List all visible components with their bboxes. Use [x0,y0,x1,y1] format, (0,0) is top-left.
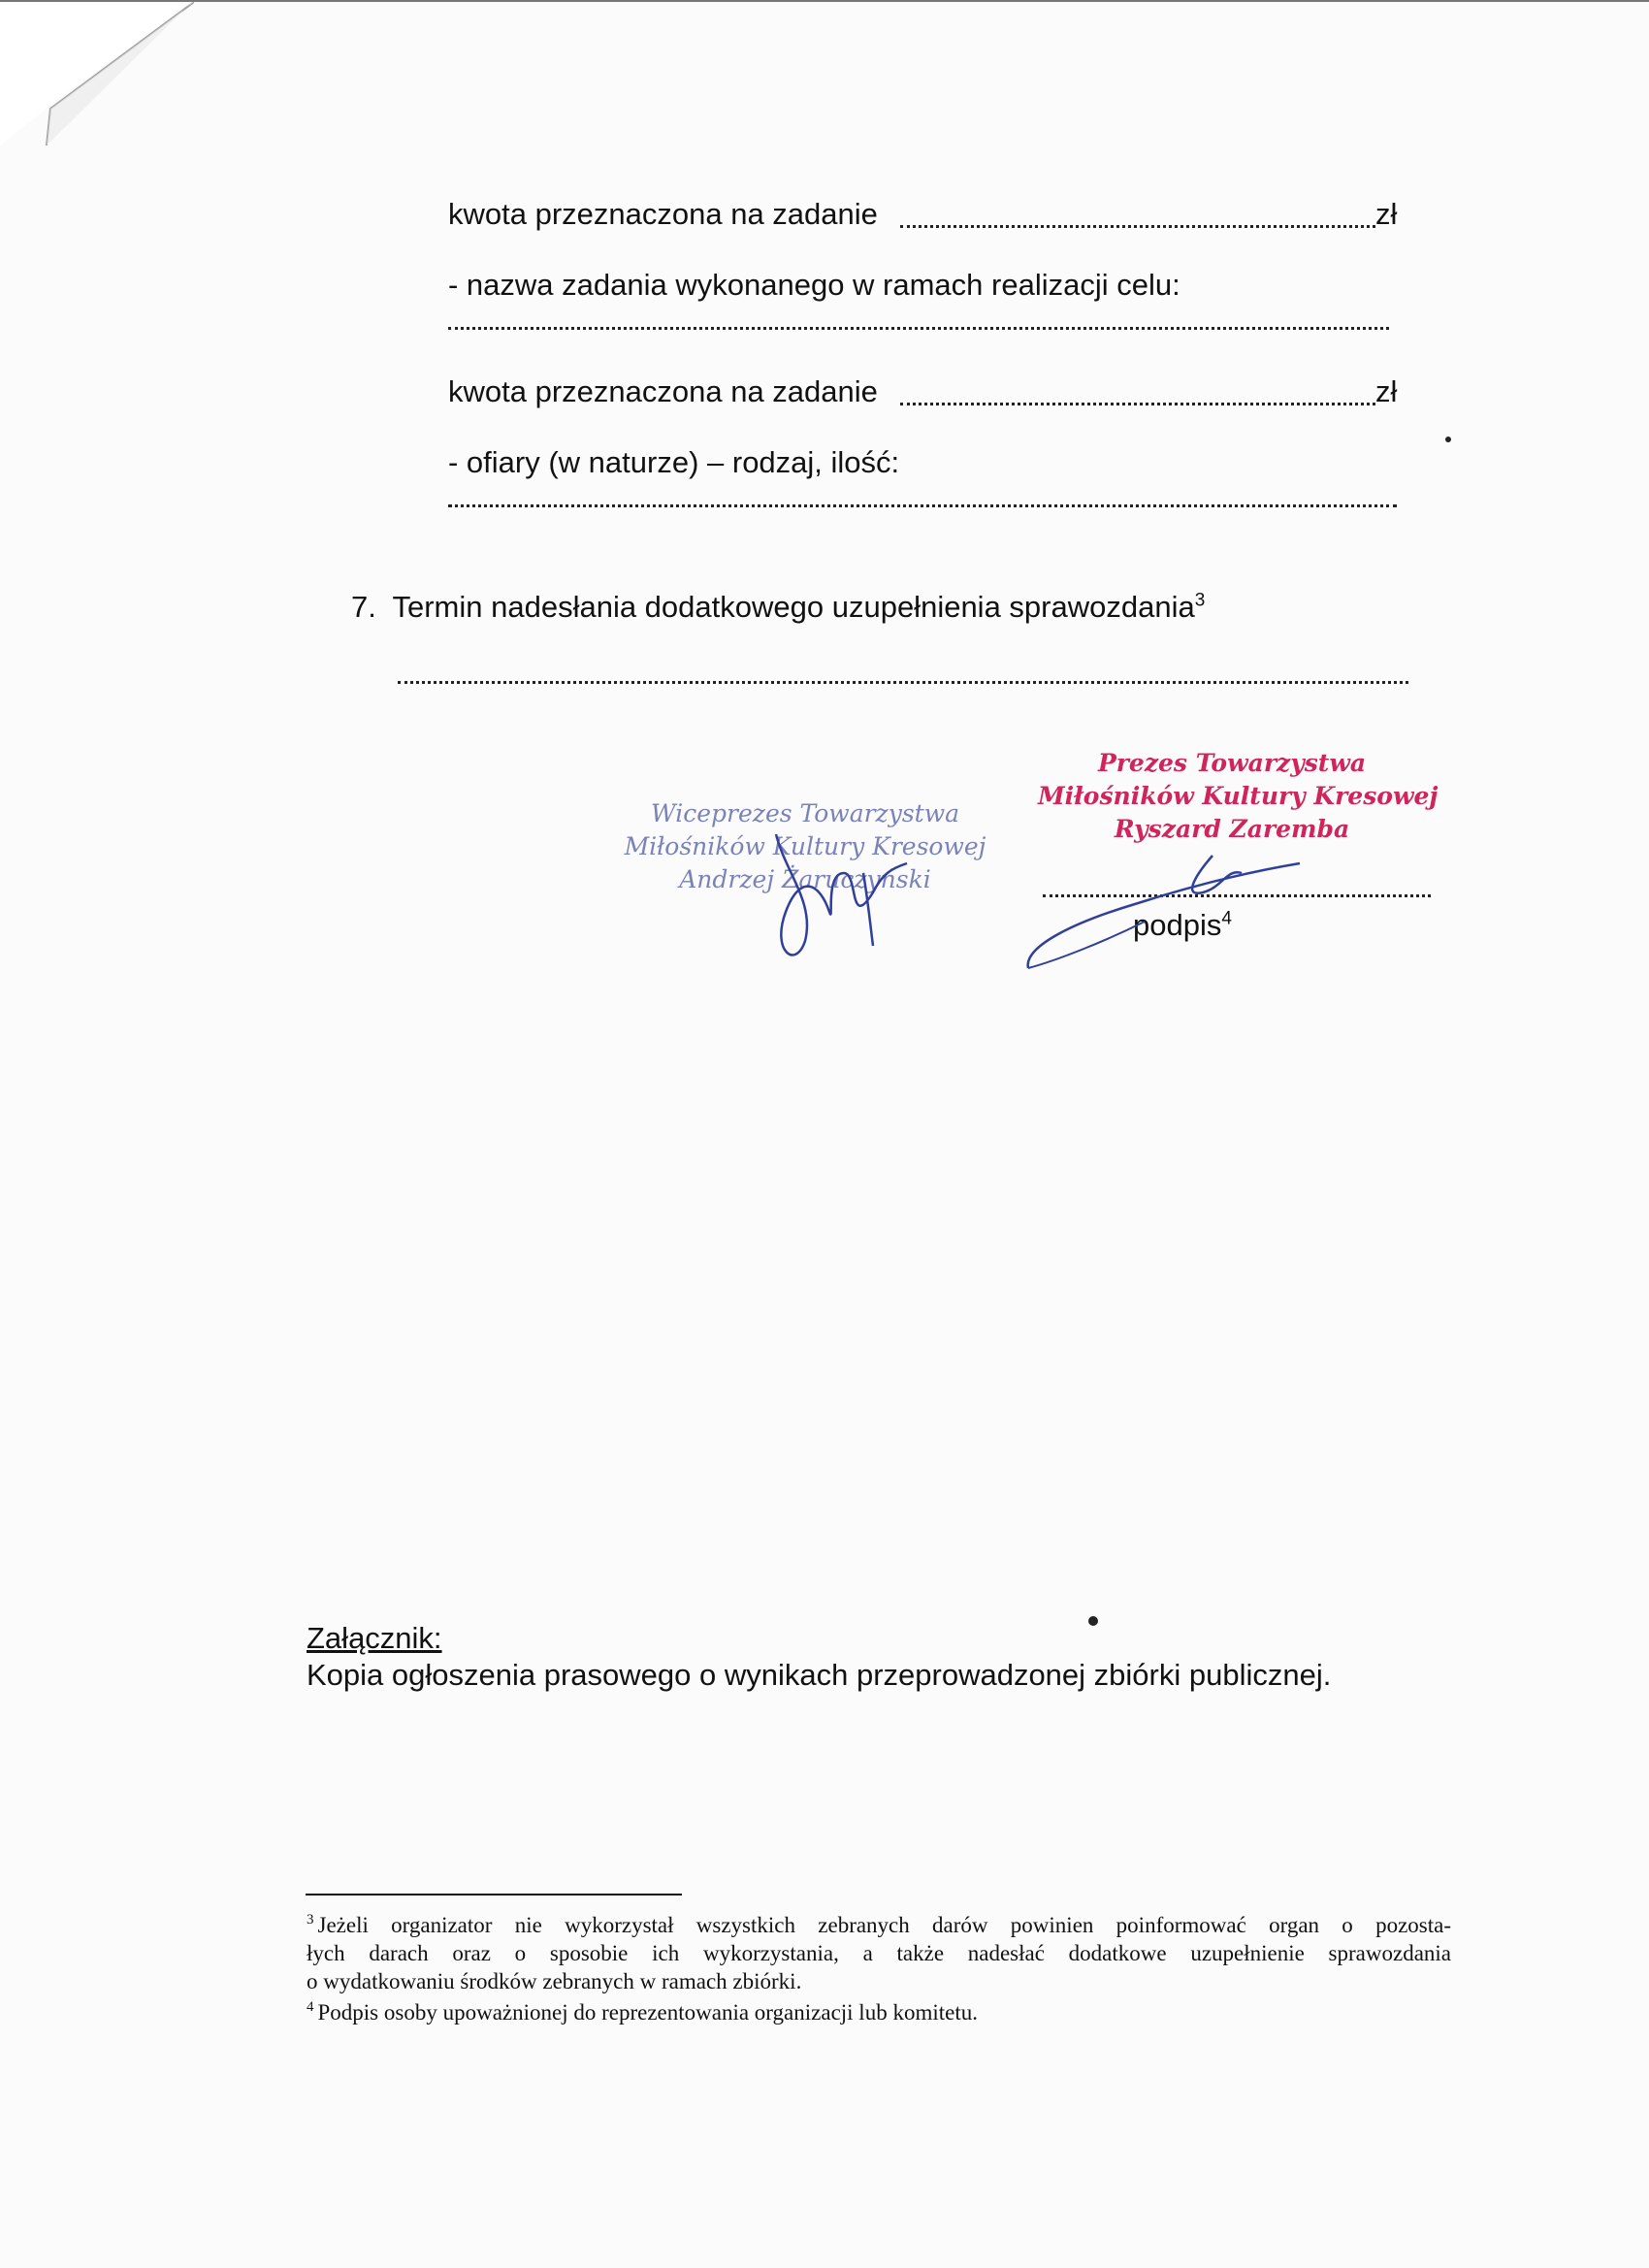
amount-line-2-unit: zł [1375,374,1398,408]
section-7-heading [351,590,1205,625]
speck [1088,1616,1098,1626]
amount-line-1-label: kwota przeznaczona na zadanie [448,197,878,231]
footnote-3-line-3: o wydatkowaniu środków zebranych w ramach zbiórki. [307,1969,802,1993]
task-name-label: - nazwa zadania wykonanego w ramach realizacji celu: [448,268,1180,302]
footnote-ref-4: 4 [1221,908,1232,929]
attachment-title: Załącznik: [307,1621,442,1655]
president-signature [1018,844,1310,980]
president-stamp-line-1: Prezes Towarzystwa [1097,749,1367,777]
president-stamp-line-2: Miłośników Kultury Kresowej [1038,782,1439,810]
footnote-4-number: 4 [307,1999,314,2016]
offerings-label: - ofiary (w naturze) – rodzaj, ilość: [448,445,900,479]
footnote-3 [307,1911,1451,1995]
vice-stamp-line-1: Wiceprezes Towarzystwa [650,799,960,827]
footnote-ref-3: 3 [1194,590,1206,611]
footnote-3-line-1: Jeżeli organizator nie wykorzystał wszystkich zebranych darów powinien poinformować organ o pozosta- [317,1913,1451,1937]
section-7-number: 7. [351,590,376,624]
amount-line-1-unit: zł [1375,197,1398,231]
section-7-text: Termin nadesłania dodatkowego uzupełnienia sprawozdania [392,590,1195,624]
president-stamp [1038,747,1439,846]
footnote-4-line-1: Podpis osoby upoważnionej do reprezentowania organizacji lub komitetu. [317,2000,978,2025]
footnote-4 [307,1998,1451,2026]
task-name-dots [448,327,1389,330]
signature-label-text: podpis [1133,908,1222,942]
vice-stamp-line-3: Andrzej Żaruczyński [679,865,931,893]
offerings-dots [448,504,1397,507]
amount-line-1-dots [900,225,1375,228]
footnote-3-line-2: łych darach oraz o sposobie ich wykorzystania, a także nadesłać dodatkowe uzupełnienie sprawozdania [307,1941,1451,1965]
vice-president-signature [747,815,941,970]
amount-line-2-dots [900,403,1375,405]
amount-line-2-label: kwota przeznaczona na zadanie [448,374,878,408]
footnote-rule [306,1894,682,1895]
page-corner-fold [0,0,194,146]
attachment-text: Kopia ogłoszenia prasowego o wynikach przeprowadzonej zbiórki publicznej. [307,1658,1332,1692]
president-stamp-line-3: Ryszard Zaremba [1114,815,1350,843]
section-7-dots [398,681,1408,684]
speck [1445,437,1451,442]
footnote-3-number: 3 [307,1912,314,1928]
page-top-edge [0,0,1649,2]
vice-stamp-line-2: Miłośników Kultury Kresowej [624,832,986,860]
